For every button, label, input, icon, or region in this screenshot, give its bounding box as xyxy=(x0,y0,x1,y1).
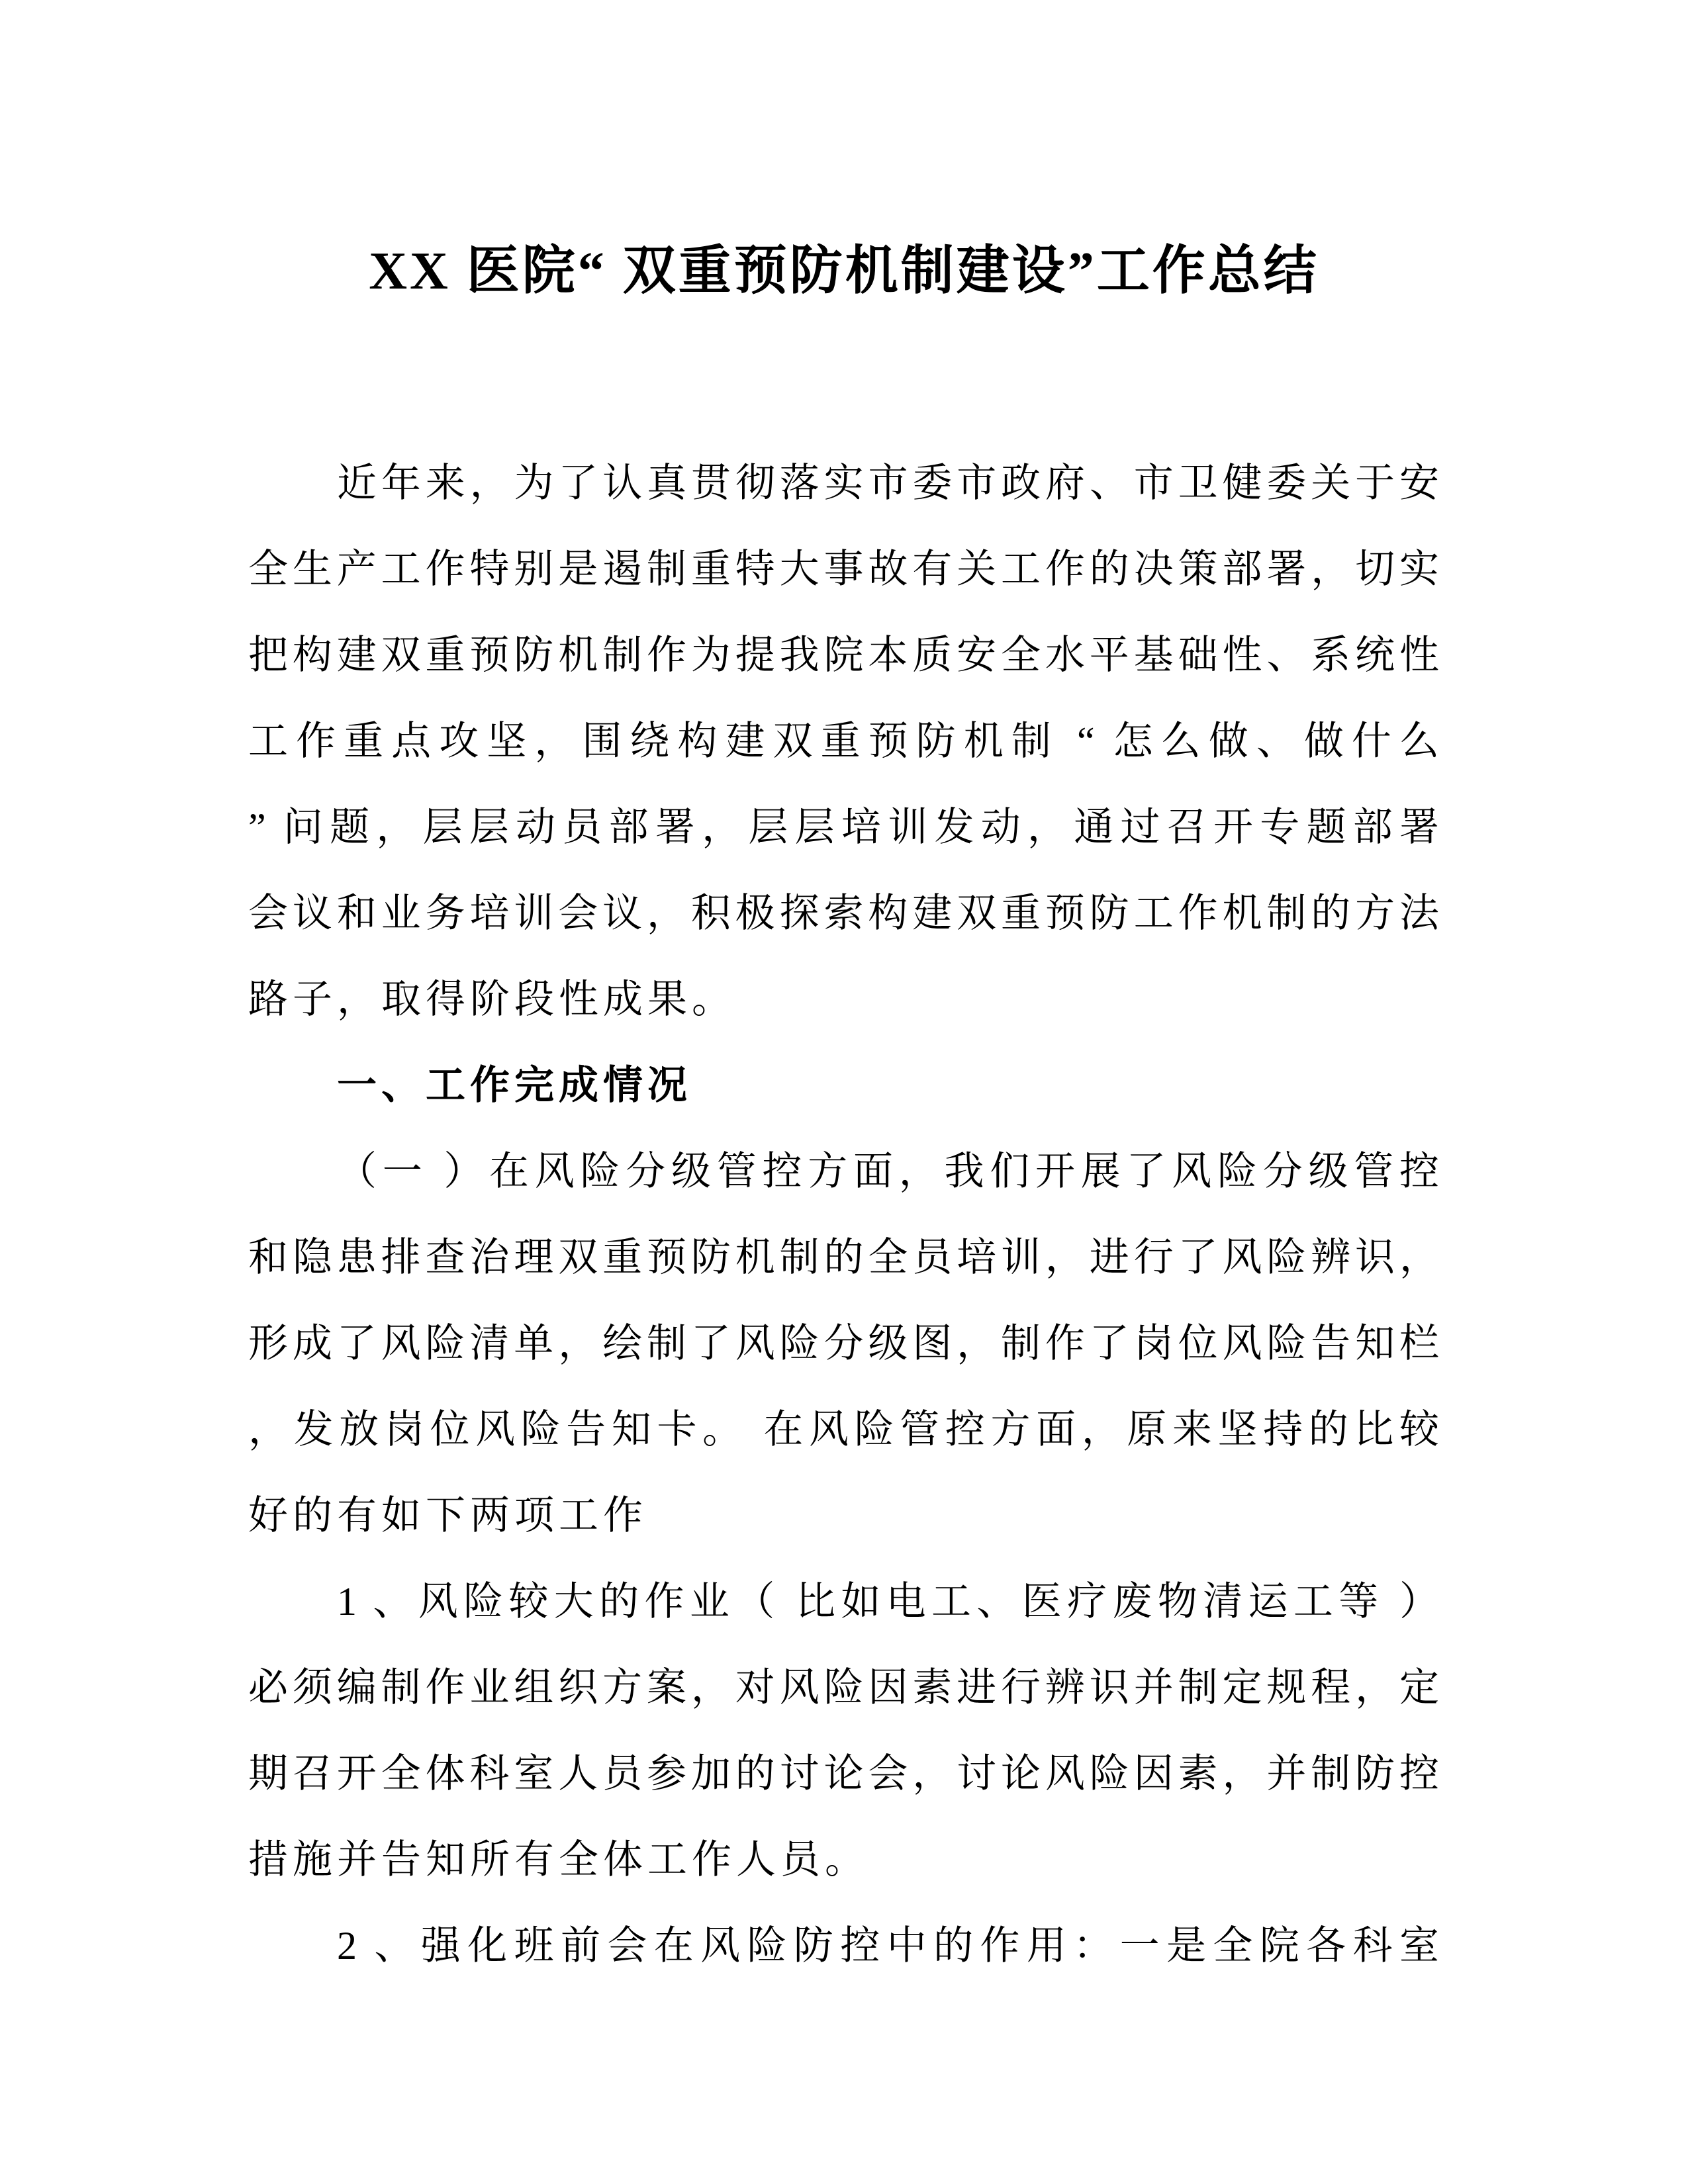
text-line: 1 、风险较大的作业（ 比如电工、医疗废物清运工等 ） xyxy=(337,1580,1440,1623)
document-body xyxy=(248,440,1440,1989)
text-line: ，发放岗位风险告知卡。 在风险管控方面，原来坚持的比较 xyxy=(248,1408,1440,1451)
text-line: 和隐患排查治理双重预防机制的全员培训，进行了风险辨识， xyxy=(248,1236,1440,1279)
text-line: 全生产工作特别是遏制重特大事故有关工作的决策部署，切实 xyxy=(248,547,1440,591)
text-line: 好的有如下两项工作 xyxy=(248,1494,647,1537)
text-line: 路子，取得阶段性成果。 xyxy=(248,978,736,1021)
text-line: （一 ）在风险分级管控方面，我们开展了风险分级管控 xyxy=(337,1150,1440,1193)
text-line: ” 问题，层层动员部署，层层培训发动，通过召开专题部署 xyxy=(248,805,1440,849)
text-line: 会议和业务培训会议，积极探索构建双重预防工作机制的方法 xyxy=(248,891,1440,935)
text-line: 工作重点攻坚，围绕构建双重预防机制 “ 怎么做、做什么 xyxy=(248,719,1440,763)
text-line: 期召开全体科室人员参加的讨论会，讨论风险因素，并制防控 xyxy=(248,1752,1440,1796)
text-line: 2 、强化班前会在风险防控中的作用：一是全院各科室 xyxy=(337,1924,1440,1968)
text-line: 措施并告知所有全体工作人员。 xyxy=(248,1838,869,1882)
document-title: XX 医院“ 双重预防机制建设”工作总结 xyxy=(369,242,1319,300)
text-line: 近年来，为了认真贯彻落实市委市政府、市卫健委关于安 xyxy=(337,461,1440,505)
text-line: 形成了风险清单，绘制了风险分级图，制作了岗位风险告知栏 xyxy=(248,1322,1440,1365)
text-line: 必须编制作业组织方案，对风险因素进行辨识并制定规程，定 xyxy=(248,1666,1440,1709)
text-line: 把构建双重预防机制作为提我院本质安全水平基础性、系统性 xyxy=(248,633,1440,677)
text-line: 一、工作完成情况 xyxy=(337,1064,692,1107)
